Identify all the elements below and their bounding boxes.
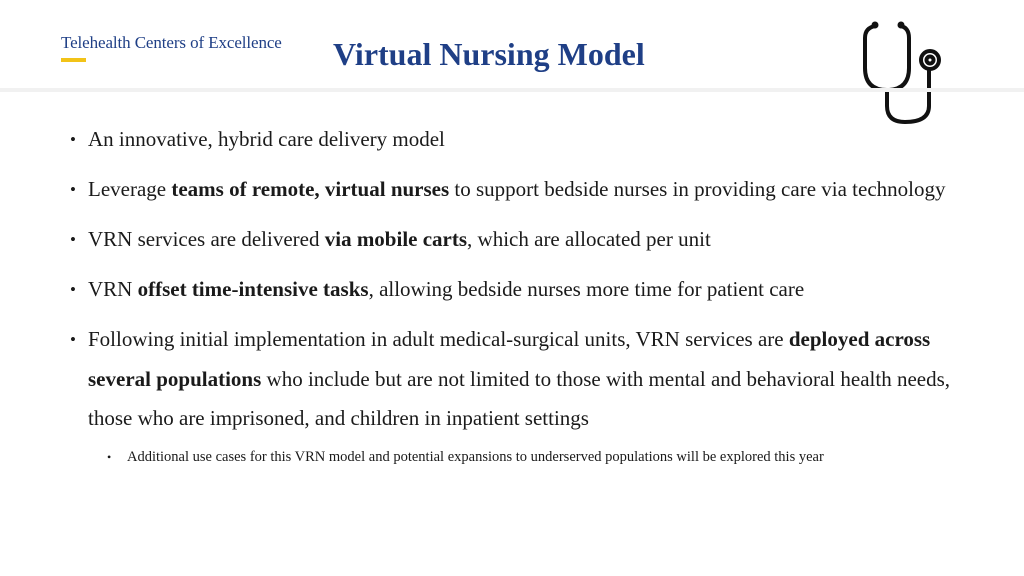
bullet-text: , allowing bedside nurses more time for patient care xyxy=(368,277,805,301)
bullet-emphasis: deployed across several populations xyxy=(88,327,931,391)
bullet-text: An innovative, hybrid care delivery model xyxy=(88,127,445,151)
brand-accent-bar xyxy=(61,58,86,62)
bullet-item xyxy=(70,170,970,210)
stethoscope-icon xyxy=(855,18,951,130)
bullet-item xyxy=(70,320,970,439)
bullet-emphasis: offset time-intensive tasks xyxy=(137,277,369,301)
slide-title: Virtual Nursing Model xyxy=(333,36,645,72)
slide-header xyxy=(0,0,1024,88)
slide-body xyxy=(70,120,970,469)
sub-bullet-item: • Additional use cases for this VRN model and potential expansions to underserved populations will be explored this year xyxy=(107,445,970,469)
bullet-item xyxy=(70,220,970,260)
bullet-text: Following initial implementation in adult medical-surgical units, VRN services are xyxy=(88,327,789,351)
bullet-text: VRN services are delivered xyxy=(88,227,325,251)
bullet-text: who include but are not limited to those with mental and behavioral health needs, those who are imprisoned, and children in inpatient settings xyxy=(88,366,951,430)
bullet-text: Leverage xyxy=(88,177,172,201)
header-divider xyxy=(0,88,1024,92)
bullet-emphasis: teams of remote, virtual nurses xyxy=(171,177,450,201)
bullet-item xyxy=(70,270,970,310)
bullet-text: to support bedside nurses in providing care via technology xyxy=(449,177,946,201)
bullet-emphasis: via mobile carts xyxy=(324,227,468,251)
bullet-text: VRN xyxy=(88,277,138,301)
bullet-text: , which are allocated per unit xyxy=(467,227,711,251)
brand-logo-text: Telehealth Centers of Excellence xyxy=(61,33,282,52)
bullet-item xyxy=(70,120,970,160)
